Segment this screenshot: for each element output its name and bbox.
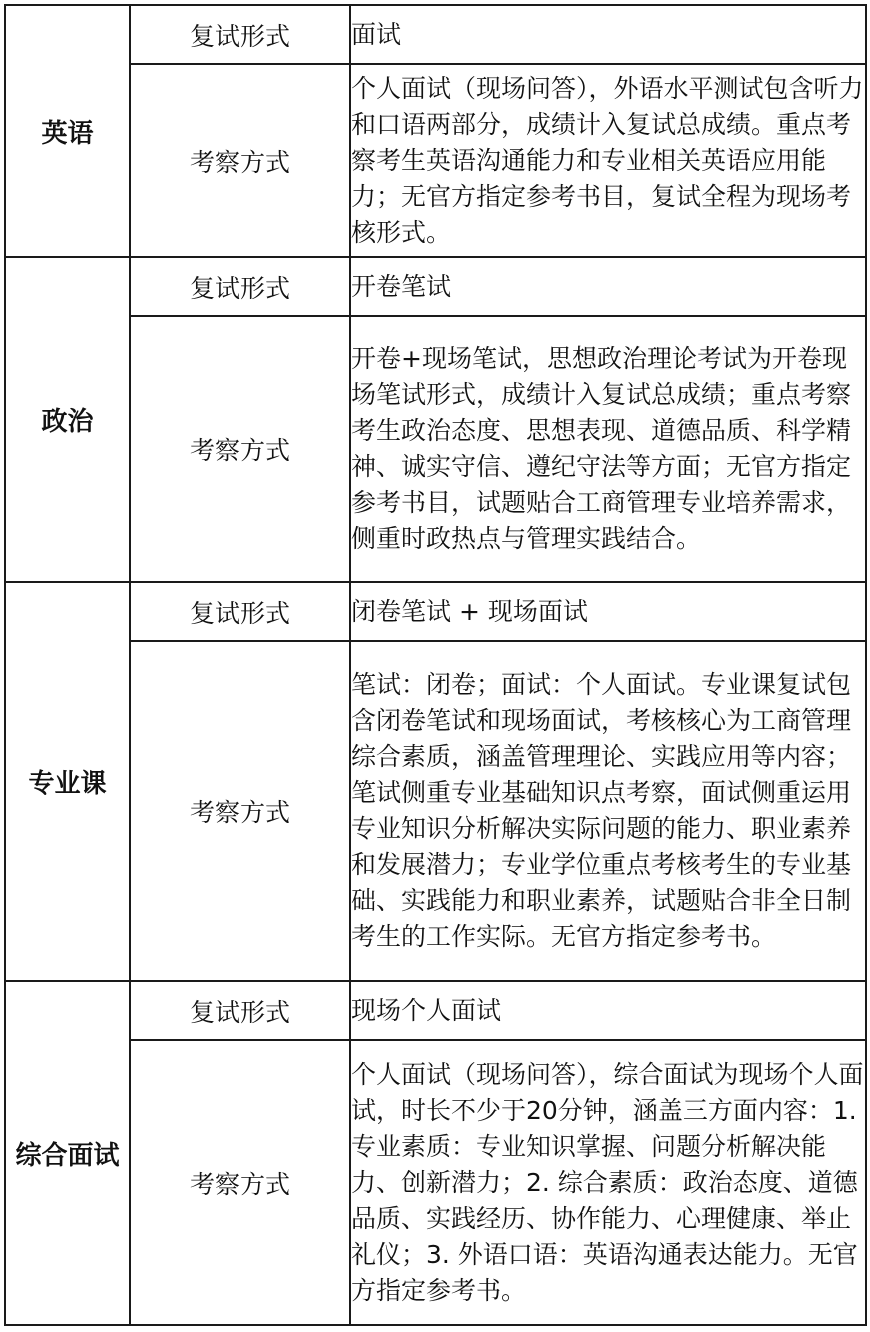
exam-info-table [4,4,867,1326]
form-value-cell: 闭卷笔试 + 现场面试 [350,582,866,641]
form-label-cell: 复试形式 [130,257,350,316]
subject-cell: 英语 [5,5,130,257]
table-row [5,981,866,1040]
table-row [5,257,866,316]
method-value-cell: 个人面试（现场问答），外语水平测试包含听力和口语两部分，成绩计入复试总成绩。重点考察考生英语沟通能力和专业相关英语应用能力；无官方指定参考书目，复试全程为现场考核形式。 [350,64,866,257]
subject-cell: 综合面试 [5,981,130,1325]
subject-cell: 政治 [5,257,130,582]
form-value-cell: 现场个人面试 [350,981,866,1040]
table-row [5,641,866,981]
form-value-cell: 面试 [350,5,866,64]
form-label-cell: 复试形式 [130,981,350,1040]
method-label-cell: 考察方式 [130,316,350,582]
form-label-cell: 复试形式 [130,582,350,641]
method-value-cell: 个人面试（现场问答），综合面试为现场个人面试，时长不少于20分钟，涵盖三方面内容：1. 专业素质：专业知识掌握、问题分析解决能力、创新潜力；2. 综合素质：政治态度、道德品质、实践经历、协作能力、心理健康、举止礼仪；3. 外语口语：英语沟通表达能力。无官方指定参考书。 [350,1040,866,1325]
form-label-cell: 复试形式 [130,5,350,64]
method-label-cell: 考察方式 [130,641,350,981]
table-row [5,582,866,641]
table-row [5,1040,866,1325]
method-label-cell: 考察方式 [130,1040,350,1325]
table-row [5,64,866,257]
method-label-cell: 考察方式 [130,64,350,257]
method-value-cell: 开卷+现场笔试，思想政治理论考试为开卷现场笔试形式，成绩计入复试总成绩；重点考察考生政治态度、思想表现、道德品质、科学精神、诚实守信、遵纪守法等方面；无官方指定参考书目，试题贴合工商管理专业培养需求，侧重时政热点与管理实践结合。 [350,316,866,582]
table-row [5,316,866,582]
subject-cell: 专业课 [5,582,130,981]
method-value-cell: 笔试：闭卷；面试：个人面试。专业课复试包含闭卷笔试和现场面试，考核核心为工商管理综合素质，涵盖管理理论、实践应用等内容；笔试侧重专业基础知识点考察，面试侧重运用专业知识分析解决实际问题的能力、职业素养和发展潜力；专业学位重点考核考生的专业基础、实践能力和职业素养，试题贴合非全日制考生的工作实际。无官方指定参考书。 [350,641,866,981]
table-row [5,5,866,64]
form-value-cell: 开卷笔试 [350,257,866,316]
